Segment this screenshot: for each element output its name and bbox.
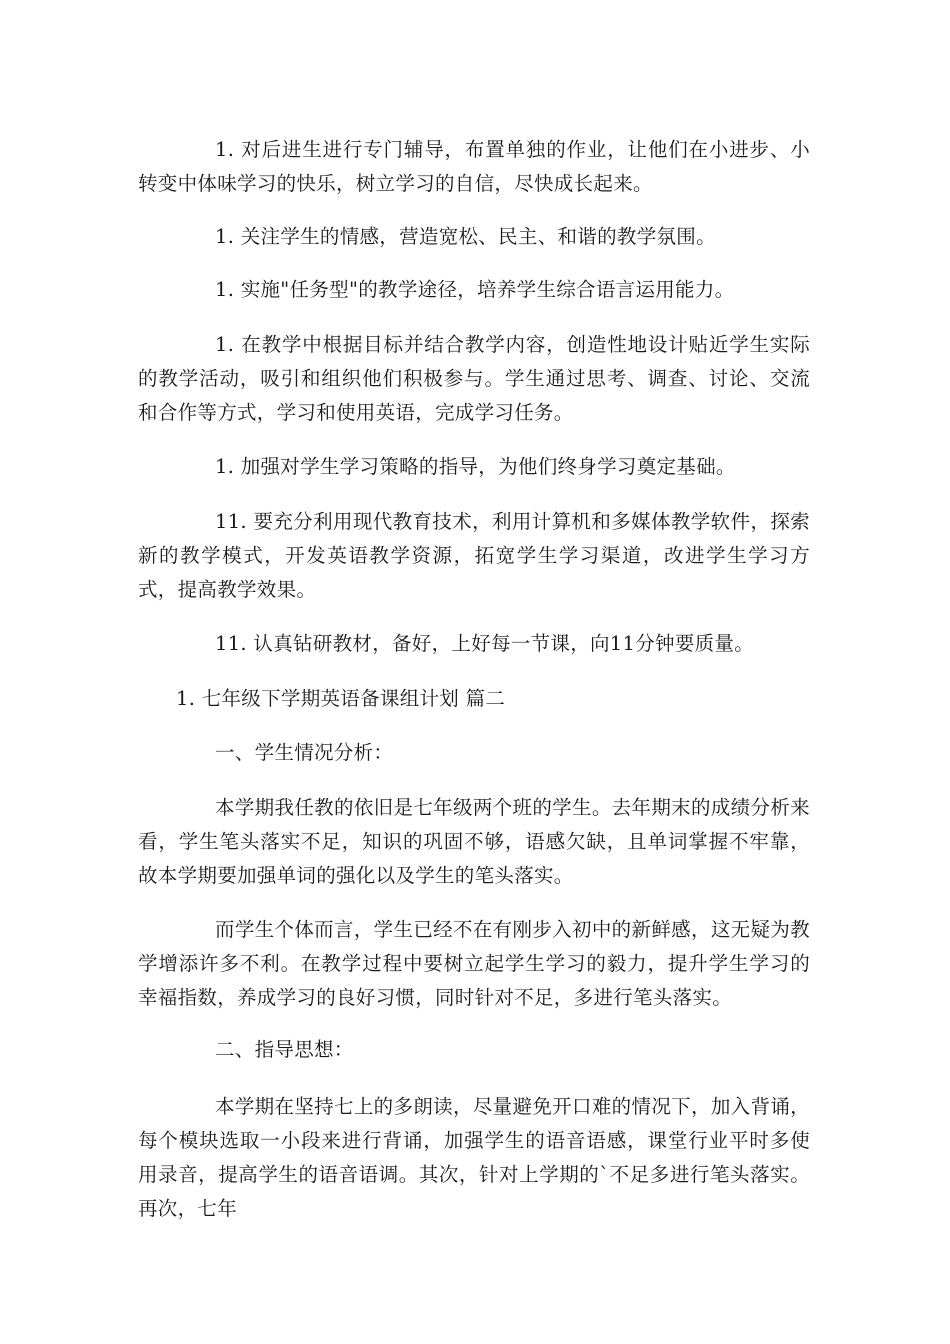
paragraph-remedial-tutoring: 1. 对后进生进行专门辅导，布置单独的作业，让他们在小进步、小转变中体味学习的快乐，树立学习的自信，尽快成长起来。 bbox=[138, 138, 810, 195]
paragraph-individual-students: 而学生个体而言，学生已经不在有刚步入初中的新鲜感，这无疑为教学增添许多不利。在教学过程中要树立起学生学习的毅力，提升学生学习的幸福指数，养成学习的良好习惯，同时针对不足，多进行笔头落实。 bbox=[138, 918, 810, 1009]
paragraph-emotional-atmosphere: 1. 关注学生的情感，营造宽松、民主、和谐的教学氛围。 bbox=[215, 225, 716, 248]
paragraph-creative-activities: 1. 在教学中根据目标并结合教学内容，创造性地设计贴近学生实际的教学活动，吸引和组织他们积极参与。学生通过思考、调查、讨论、交流和合作等方式，学习和使用英语，完成学习任务。 bbox=[138, 333, 810, 424]
paragraph-modern-technology: 11. 要充分利用现代教育技术，利用计算机和多媒体教学软件，探索新的教学模式，开发英语教学资源，拓宽学生学习渠道，改进学生学习方式，提高教学效果。 bbox=[138, 510, 810, 601]
heading-student-analysis: 一、学生情况分析： bbox=[215, 741, 394, 764]
section-title-plan-part-two: 1. 七年级下学期英语备课组计划 篇二 bbox=[176, 687, 506, 710]
paragraph-learning-strategies: 1. 加强对学生学习策略的指导，为他们终身学习奠定基础。 bbox=[215, 455, 736, 478]
paragraph-guiding-principles: 本学期在坚持七上的多朗读，尽量避免开口难的情况下，加入背诵，每个模块选取一小段来进行背诵，加强学生的语音语感，课堂行业平时多使用录音，提高学生的语音语调。其次，针对上学期的`不足多进行笔头落实。再次，七年 bbox=[138, 1095, 810, 1220]
paragraph-student-analysis: 本学期我任教的依旧是七年级两个班的学生。去年期末的成绩分析来看，学生笔头落实不足，知识的巩固不够，语感欠缺，且单词掌握不牢靠，故本学期要加强单词的强化以及学生的笔头落实。 bbox=[138, 796, 810, 887]
paragraph-task-based-approach: 1. 实施"任务型"的教学途径，培养学生综合语言运用能力。 bbox=[215, 278, 735, 301]
heading-guiding-principles: 二、指导思想： bbox=[215, 1038, 354, 1061]
paragraph-lesson-preparation: 11. 认真钻研教材，备好，上好每一节课，向11分钟要质量。 bbox=[215, 632, 755, 655]
